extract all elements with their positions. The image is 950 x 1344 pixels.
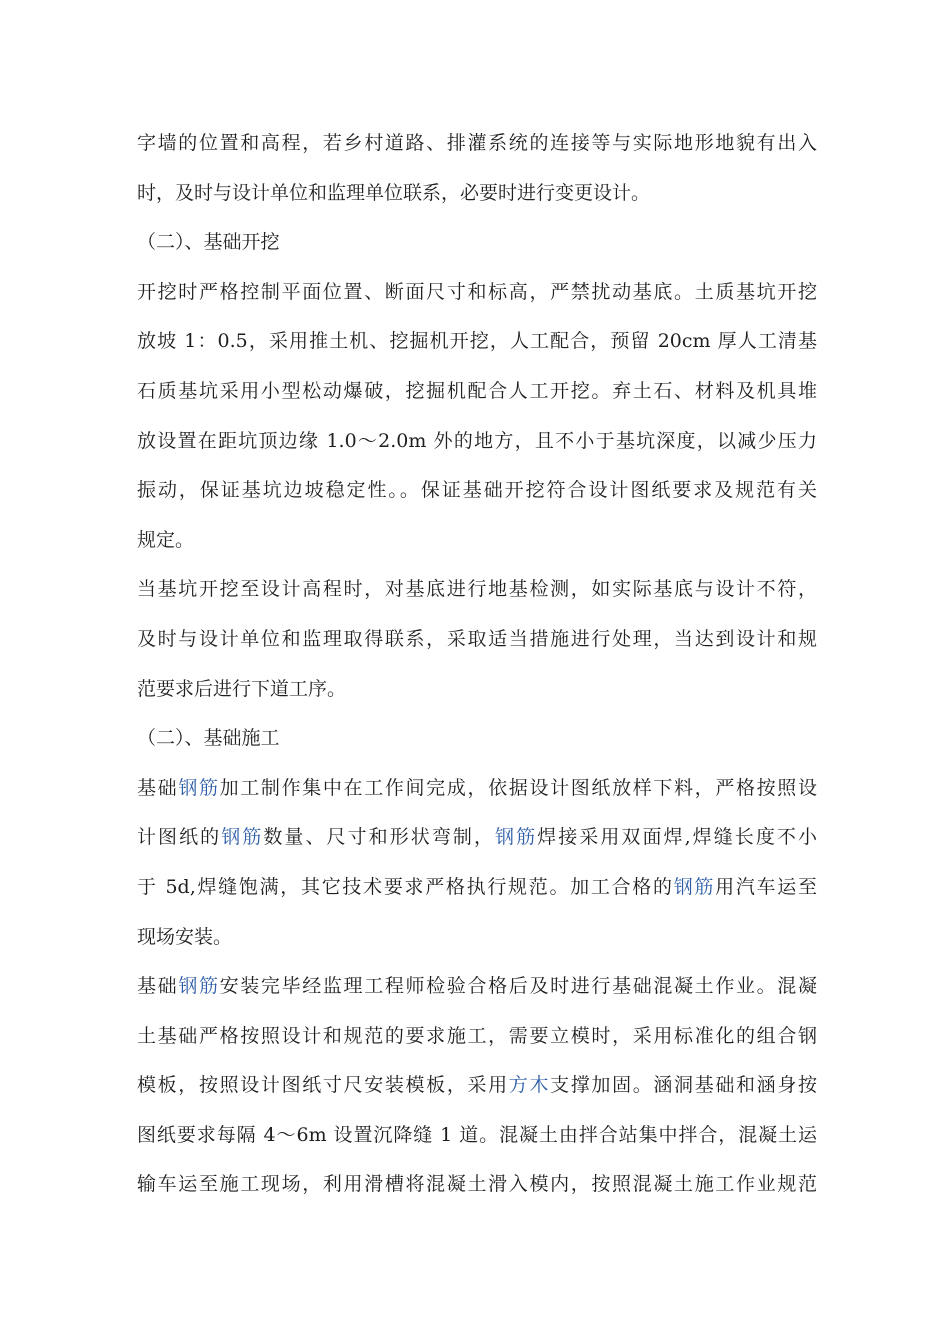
text-run: 基础 [137, 975, 179, 998]
paragraph-1-line-1: 字墙的位置和高程，若乡村道路、排灌系统的连接等与实际地形地貌有出入 [137, 132, 817, 154]
paragraph-5-line-5: 输车运至施工现场，利用滑槽将混凝土滑入模内，按照混凝土施工作业规范 [137, 1173, 817, 1196]
rebar-link[interactable]: 钢筋 [495, 826, 538, 849]
text-run: 加工制作集中在工作间完成，依据设计图纸放样下料，严格按照设 [219, 776, 817, 799]
paragraph-2-line-5: 振动，保证基坑边坡稳定性。。保证基础开挖符合设计图纸要求及规范有关 [137, 479, 817, 502]
paragraph-2-line-1: 开挖时严格控制平面位置、断面尺寸和标高，严禁扰动基底。土质基坑开挖 [137, 280, 817, 303]
text-run: 基础 [137, 776, 179, 799]
paragraph-1-line-2: 时，及时与设计单位和监理单位联系，必要时进行变更设计。 [137, 181, 651, 204]
text-run: 支撑加固。涵洞基础和涵身按 [550, 1074, 817, 1097]
rebar-link[interactable]: 钢筋 [178, 776, 220, 799]
text-run: 数量、尺寸和形状弯制， [263, 826, 496, 849]
paragraph-4-line-1 [137, 768, 817, 818]
paragraph-3-line-3: 范要求后进行下道工序。 [137, 677, 347, 700]
paragraph-5-line-2: 土基础严格按照设计和规范的要求施工，需要立模时，采用标准化的组合钢 [137, 1024, 817, 1047]
paragraph-5-line-4: 图纸要求每隔 4～6m 设置沉降缝 1 道。混凝土由拌合站集中拌合，混凝土运 [137, 1123, 817, 1146]
paragraph-3-line-2: 及时与设计单位和监理取得联系，采取适当措施进行处理，当达到设计和规 [137, 627, 817, 650]
text-run: 安装完毕经监理工程师检验合格后及时进行基础混凝土作业。混凝 [219, 975, 817, 998]
paragraph-2-line-6: 规定。 [137, 528, 195, 551]
document-body [137, 123, 817, 1214]
paragraph-5-line-1 [137, 966, 817, 1016]
text-run: 模板，按照设计图纸寸尺安装模板，采用 [137, 1074, 509, 1097]
paragraph-5-line-3 [137, 1065, 817, 1115]
paragraph-2-line-2: 放坡 1：0.5，采用推土机、挖掘机开挖，人工配合，预留 20cm 厚人工清基 [137, 330, 817, 353]
section-heading-excavation: （二）、基础开挖 [137, 231, 280, 254]
section-heading-construction: （二）、基础施工 [137, 727, 280, 750]
rebar-link[interactable]: 钢筋 [178, 975, 220, 998]
text-run: 焊接采用双面焊,焊缝长度不小 [537, 826, 817, 849]
paragraph-3-line-1: 当基坑开挖至设计高程时，对基底进行地基检测，如实际基底与设计不符， [137, 578, 817, 601]
paragraph-4-line-2 [137, 817, 817, 867]
rebar-link[interactable]: 钢筋 [673, 875, 716, 898]
text-run: 用汽车运至 [715, 875, 817, 898]
text-run: 于 5d,焊缝饱满，其它技术要求严格执行规范。加工合格的 [137, 875, 674, 898]
rebar-link[interactable]: 钢筋 [221, 826, 264, 849]
paragraph-4-line-3 [137, 867, 817, 917]
paragraph-2-line-3: 石质基坑采用小型松动爆破，挖掘机配合人工开挖。弃土石、材料及机具堆 [137, 379, 817, 402]
text-run: 计图纸的 [137, 826, 222, 849]
paragraph-4-line-4: 现场安装。 [137, 925, 233, 948]
timber-link[interactable]: 方木 [508, 1074, 551, 1097]
paragraph-2-line-4: 放设置在距坑顶边缘 1.0～2.0m 外的地方，且不小于基坑深度，以减少压力 [137, 429, 817, 452]
